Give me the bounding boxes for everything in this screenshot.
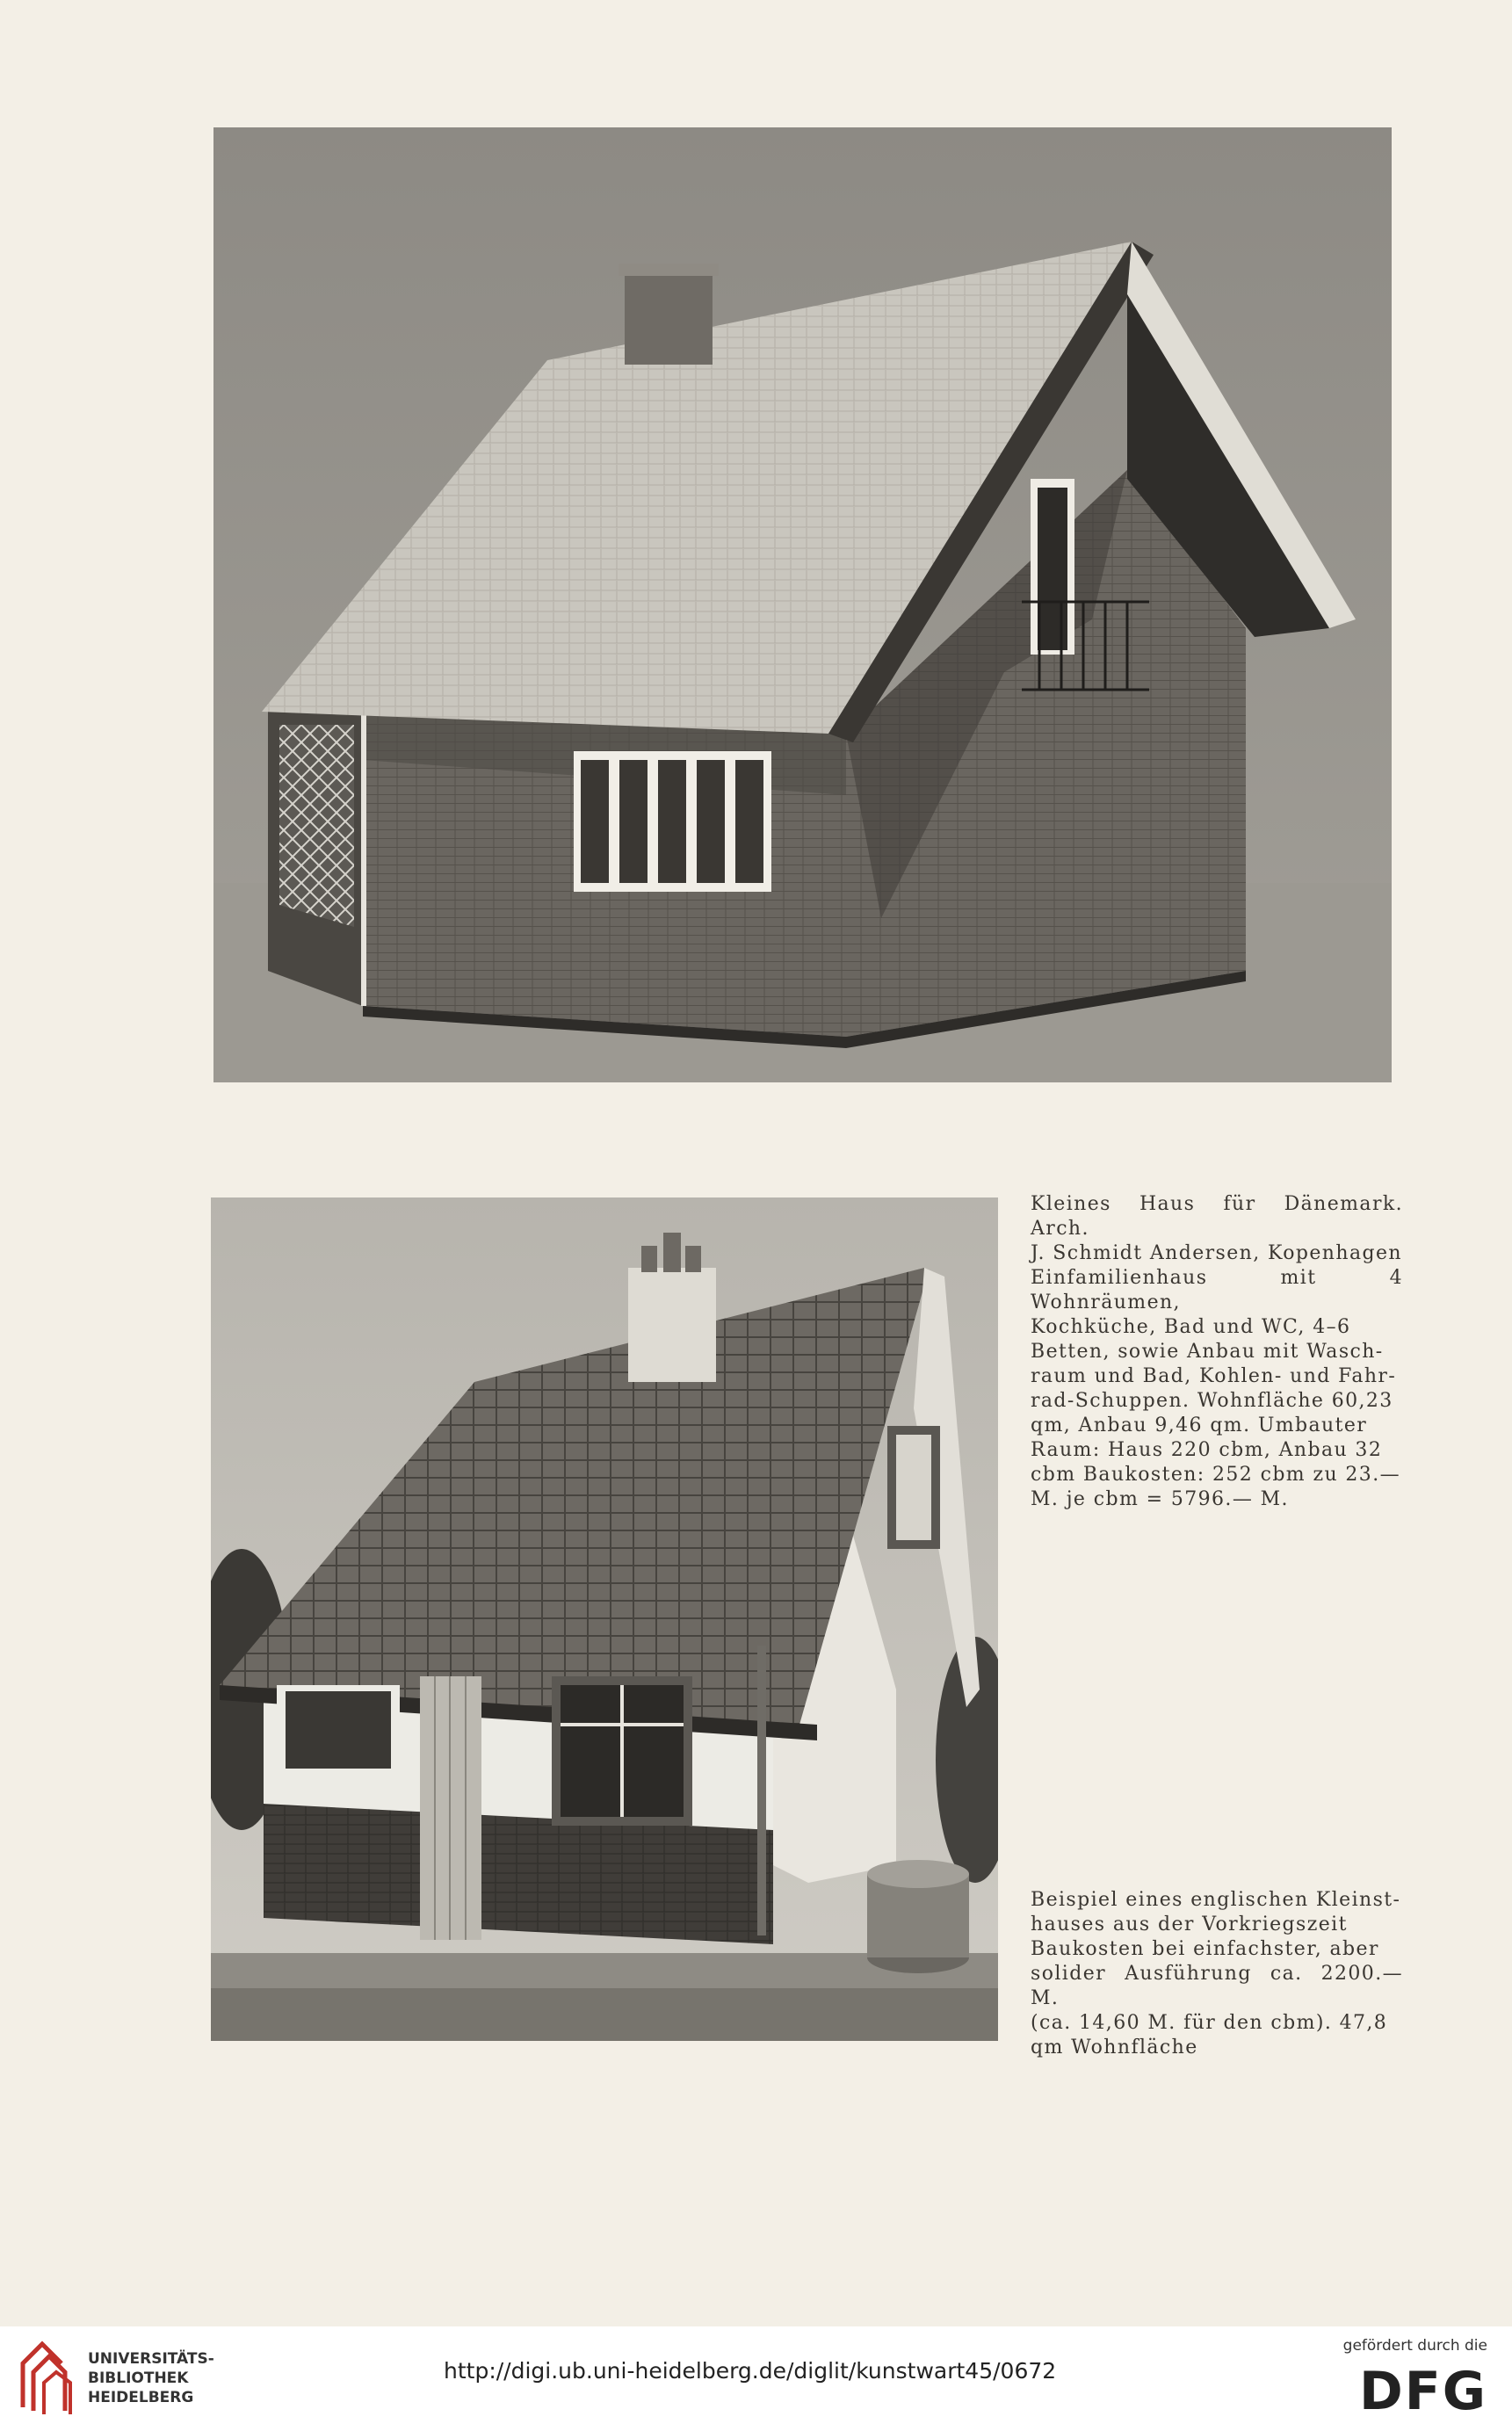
caption-line: Kochküche, Bad und WC, 4–6 — [1031, 1316, 1351, 1338]
dfg-logo: DFG — [1358, 2361, 1487, 2422]
caption-line: Einfamilienhaus mit 4 Wohnräumen, — [1031, 1267, 1403, 1313]
danish-house-image — [213, 127, 1392, 1082]
caption-line: qm Wohnfläche — [1031, 2037, 1198, 2058]
photo-danish-house — [213, 127, 1392, 1082]
funded-by-label: gefördert durch die — [1342, 2337, 1487, 2355]
caption-line: Betten, sowie Anbau mit Wasch- — [1031, 1341, 1384, 1363]
caption-line: J. Schmidt Andersen, Kopenhagen — [1031, 1242, 1402, 1264]
library-name-line: UNIVERSITÄTS- — [88, 2350, 214, 2368]
caption-line: raum und Bad, Kohlen- und Fahr- — [1031, 1365, 1397, 1387]
caption-line: cbm Baukosten: 252 cbm zu 23.— — [1031, 1464, 1400, 1486]
caption-line: (ca. 14,60 M. für den cbm). 47,8 — [1031, 2012, 1388, 2034]
footer-bar — [0, 2326, 1512, 2431]
library-name-line: BIBLIOTHEK — [88, 2370, 189, 2387]
caption-english-cottage — [1031, 1888, 1403, 2060]
english-cottage-image — [211, 1197, 998, 2041]
caption-line: Baukosten bei einfachster, aber — [1031, 1938, 1379, 1960]
caption-danish-house — [1031, 1192, 1403, 1512]
caption-line: qm, Anbau 9,46 qm. Umbauter — [1031, 1414, 1368, 1436]
library-name — [88, 2349, 214, 2407]
caption-line: hauses aus der Vorkriegszeit — [1031, 1914, 1348, 1935]
caption-line: rad-Schuppen. Wohnfläche 60,23 — [1031, 1390, 1393, 1412]
caption-line: Beispiel eines englischen Kleinst- — [1031, 1889, 1401, 1911]
caption-line: Kleines Haus für Dänemark. Arch. — [1031, 1193, 1403, 1240]
caption-line: Raum: Haus 220 cbm, Anbau 32 — [1031, 1439, 1383, 1461]
university-library-logo — [16, 2337, 77, 2416]
caption-line: M. je cbm = 5796.— M. — [1031, 1488, 1289, 1510]
source-url-link[interactable]: http://digi.ub.uni-heidelberg.de/diglit/kunstwart45/0672 — [444, 2358, 1057, 2384]
caption-line: solider Ausführung ca. 2200.— M. — [1031, 1963, 1403, 2009]
photo-english-cottage — [211, 1197, 998, 2041]
library-name-line: HEIDELBERG — [88, 2389, 194, 2406]
